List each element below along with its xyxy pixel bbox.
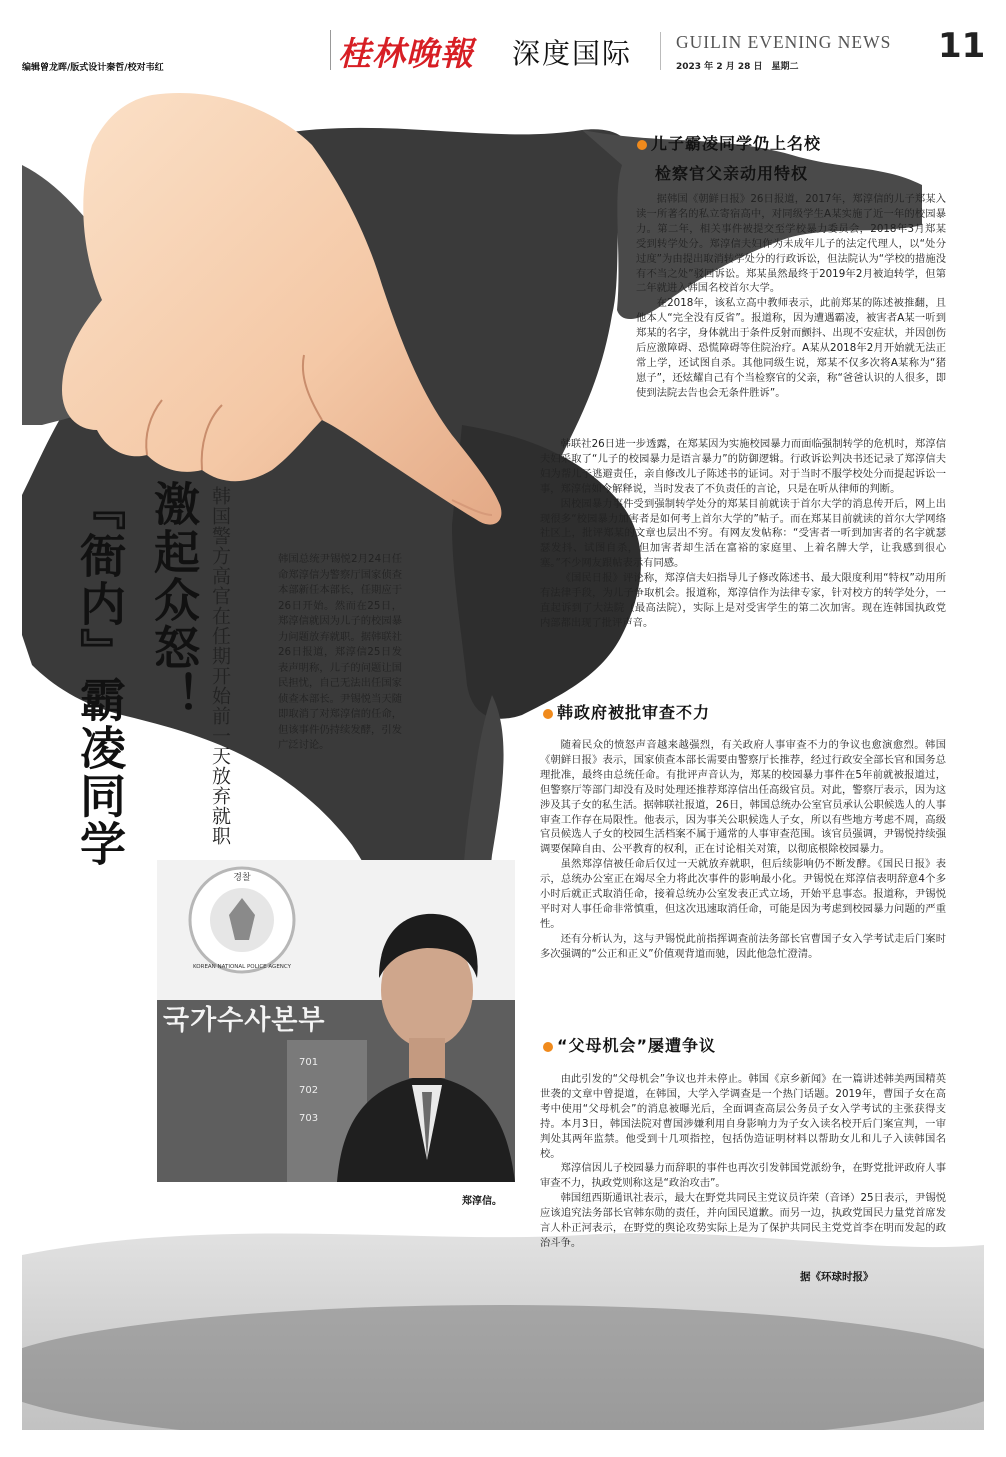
- issue-date: 2023 年 2 月 28 日 星期二: [676, 62, 799, 72]
- portrait-photo: [157, 860, 515, 1182]
- seal-top-text: 경찰: [233, 873, 251, 883]
- section1-para5: 《国民日报》评论称，郑淳信夫妇指导儿子修改陈述书、最大限度利用“特权”动用所有法律手段，为儿子争取机会。报道称，郑淳信作为法律专家，针对校方的转学处分，一直起诉到了大法院（最高法院），实际上是对受害学生的第二次加害。现在连韩国执政党内部都出现了批评声音。: [540, 572, 946, 629]
- section2-para2: 虽然郑淳信被任命后仅过一天就放弃就职，但后续影响仍不断发酵。《国民日报》表示，总统办公室正在竭尽全力将此次事件的影响最小化。尹锡悦在郑淳信表明辞意4个多小时后就正式取消任命，接着总统办公室发表正式立场，开始平息事态。报道称，尹锡悦平时对人事任命非常慎重，但这次迅速取消任命，可能是因为考虑到校园暴力问题的严重性。: [540, 858, 946, 930]
- section3-para1: 由此引发的“父母机会”争议也并未停止。韩国《京乡新闻》在一篇讲述韩美两国精英世袭的文章中曾提道，在韩国，大学入学调查是一个热门话题。2019年，曹国子女在高考中使用“父母机会”的消息被曝光后，全面调查高层公务员子女入学考试的主张获得支持。本月3日，韩国法院对曹国涉嫌利用自身影响力为子女入读名校开后门案宣判，一审判处其两年监禁。他受到十几项指控，包括伪造证明材料以帮助女儿和儿子入读韩国名校。: [540, 1073, 946, 1160]
- section2-para3: 还有分析认为，这与尹锡悦此前指挥调查前法务部长官曹国子女入学考试走后门案时多次强调的“公正和正义”价值观背道而驰，因此他急忙澄清。: [540, 932, 946, 960]
- lead-paragraph: 韩国总统尹锡悦2月24日任命郑淳信为警察厅国家侦查本部新任本部长，任期应于26日开始。然而在25日，郑淳信就因为儿子的校园暴力问题放弃就职。据韩联社26日报道，郑淳信25日发表声明称，儿子的问题让国民担忧，自己无法出任国家侦查本部长。尹锡悦当天随即取消了对郑淳信的任命，但该事件仍持续发酵，引发广泛讨论。: [278, 553, 402, 751]
- bullet-dot-icon: [543, 1042, 553, 1052]
- article-source: 据《环球时报》: [800, 1271, 874, 1283]
- masthead-divider-2: [660, 32, 661, 70]
- newspaper-logo: 桂林晚報: [338, 34, 474, 73]
- section1-para4: 因校园暴力事件受到强制转学处分的郑某目前就读于首尔大学的消息传开后，网上出现很多“校园暴力加害者是如何考上首尔大学的”帖子。而在郑某目前就读的首尔大学网络社区上，批评郑某的文章也层出不穷。有网友发帖称：“受害者一听到加害者的名字就瑟瑟发抖、试图自杀，但加害者却生活在富裕的家庭里、上着名牌大学，让我感到很心塞。”不少网友跟帖表示有同感。: [540, 497, 946, 570]
- seal-ring-text: KOREAN NATIONAL POLICE AGENCY: [192, 964, 292, 970]
- headline-subtitle: 韩国警方高官在任期开始前一天放弃就职: [209, 486, 231, 846]
- section1-title-line2: 检察官父亲动用特权: [655, 164, 809, 183]
- section1-para2: 在2018年，该私立高中教师表示，此前郑某的陈述被推翻，且他本人“完全没有反省”。报道称，因为遭遇霸凌，被害者A某一听到郑某的名字，身体就出于条件反射而颤抖、出现不安症状，并因创伤后应激障碍、恐慌障碍等住院治疗。A某从2018年2月开始就无法正常上学，还试图自杀。其他同级生说，郑某不仅多次将A某称为“猪崽子”，还炫耀自己有个当检察官的父亲，称“爸爸认识的人很多，即使到法院去告也会无条件胜诉”。: [636, 297, 946, 399]
- section1-body-top: [636, 192, 946, 401]
- section1-title-line1: 儿子霸凌同学仍上名校: [637, 131, 821, 154]
- door-number-3: 703: [299, 1113, 319, 1124]
- photo-caption: 郑淳信。: [462, 1196, 502, 1207]
- headline-main-line2: 『衙内』霸凌同学: [73, 484, 127, 868]
- english-name: GUILIN EVENING NEWS: [676, 32, 892, 52]
- section2-body: [540, 738, 946, 962]
- police-seal-emblem: [190, 868, 294, 972]
- headline-main-line1: 激起众怒！: [147, 480, 201, 720]
- editor-credits: 编辑曾龙晖/版式设计秦哲/校对韦红: [22, 63, 164, 73]
- section1-body-wide: [540, 437, 946, 631]
- bullet-dot-icon: [637, 140, 647, 150]
- section3-body: [540, 1072, 946, 1251]
- section-title: 深度国际: [512, 37, 633, 70]
- page-number: 11: [938, 26, 986, 66]
- section3-title: “父母机会”屡遭争议: [543, 1033, 716, 1056]
- section2-para1: 随着民众的愤怒声音越来越强烈，有关政府人事审查不力的争议也愈演愈烈。韩国《朝鲜日报》表示，国家侦查本部长需要由警察厅长推荐，经过行政安全部长官和国务总理批准，最终由总统任命。有批评声音认为，郑某的校园暴力事件在5年前就被报道过，但警察厅等部门却没有及时处理还推荐郑淳信出任高级官员。对此，警察厅表示，因为这涉及其子女的私生活。据韩联社报道，26日，韩国总统办公室官员承认公职候选人的人事审查工作存在局限性。他表示，因为事关公职候选人子女，所以有些地方考虑不周，高级官员候选人子女的校园生活档案不属于通常的人事审查范围。该官员强调，尹锡悦持续强调要保障自由、公平教育的权利，正在讨论相关对策，以彻底根除校园暴力。: [540, 739, 946, 856]
- section3-para3: 韩国纽西斯通讯社表示，最大在野党共同民主党议员许荣（音译）25日表示，尹锡悦应该追究法务部长官韩东勋的责任，并向国民道歉。而另一边，执政党国民力量党首席发言人朴正河表示，在野党的舆论攻势实际上是为了保护共同民主党党首李在明而发起的政治斗争。: [540, 1192, 946, 1249]
- masthead-divider: [330, 30, 331, 70]
- bullet-dot-icon: [543, 709, 553, 719]
- section2-title: 韩政府被批审查不力: [543, 700, 710, 723]
- photo-sign-text: 국가수사본부: [163, 1005, 326, 1036]
- door-number-2: 702: [299, 1085, 319, 1096]
- section1-para1: 据韩国《朝鲜日报》26日报道，2017年，郑淳信的儿子郑某入读一所著名的私立寄宿高中，对同级学生A某实施了近一年的校园暴力。第二年，相关事件被提交至学校暴力委员会，2018年3月郑某受到转学处分。郑淳信夫妇作为未成年儿子的法定代理人，以“处分过度”为由提出取消转学处分的行政诉讼，但法院认为“学校的措施没有不当之处”驳回诉讼。郑某虽然最终于2019年2月被迫转学，但第二年就进入韩国名校首尔大学。: [636, 193, 946, 295]
- section3-para2: 郑淳信因儿子校园暴力而辞职的事件也再次引发韩国党派纷争，在野党批评政府人事审查不力，执政党则称这是“政治攻击”。: [540, 1162, 946, 1190]
- section1-para3: 韩联社26日进一步透露，在郑某因为实施校园暴力而面临强制转学的危机时，郑淳信夫妇采取了“儿子的校园暴力是语言暴力”的防御逻辑。行政诉讼判决书还记录了郑淳信夫妇为帮儿子逃避责任，亲自修改儿子陈述书的证词。对于当时不服学校处分而提起诉讼一事，郑淳信如今解释说，当时发表了不负责任的言论，只是在听从律师的判断。: [540, 438, 946, 495]
- door-number-1: 701: [299, 1057, 319, 1068]
